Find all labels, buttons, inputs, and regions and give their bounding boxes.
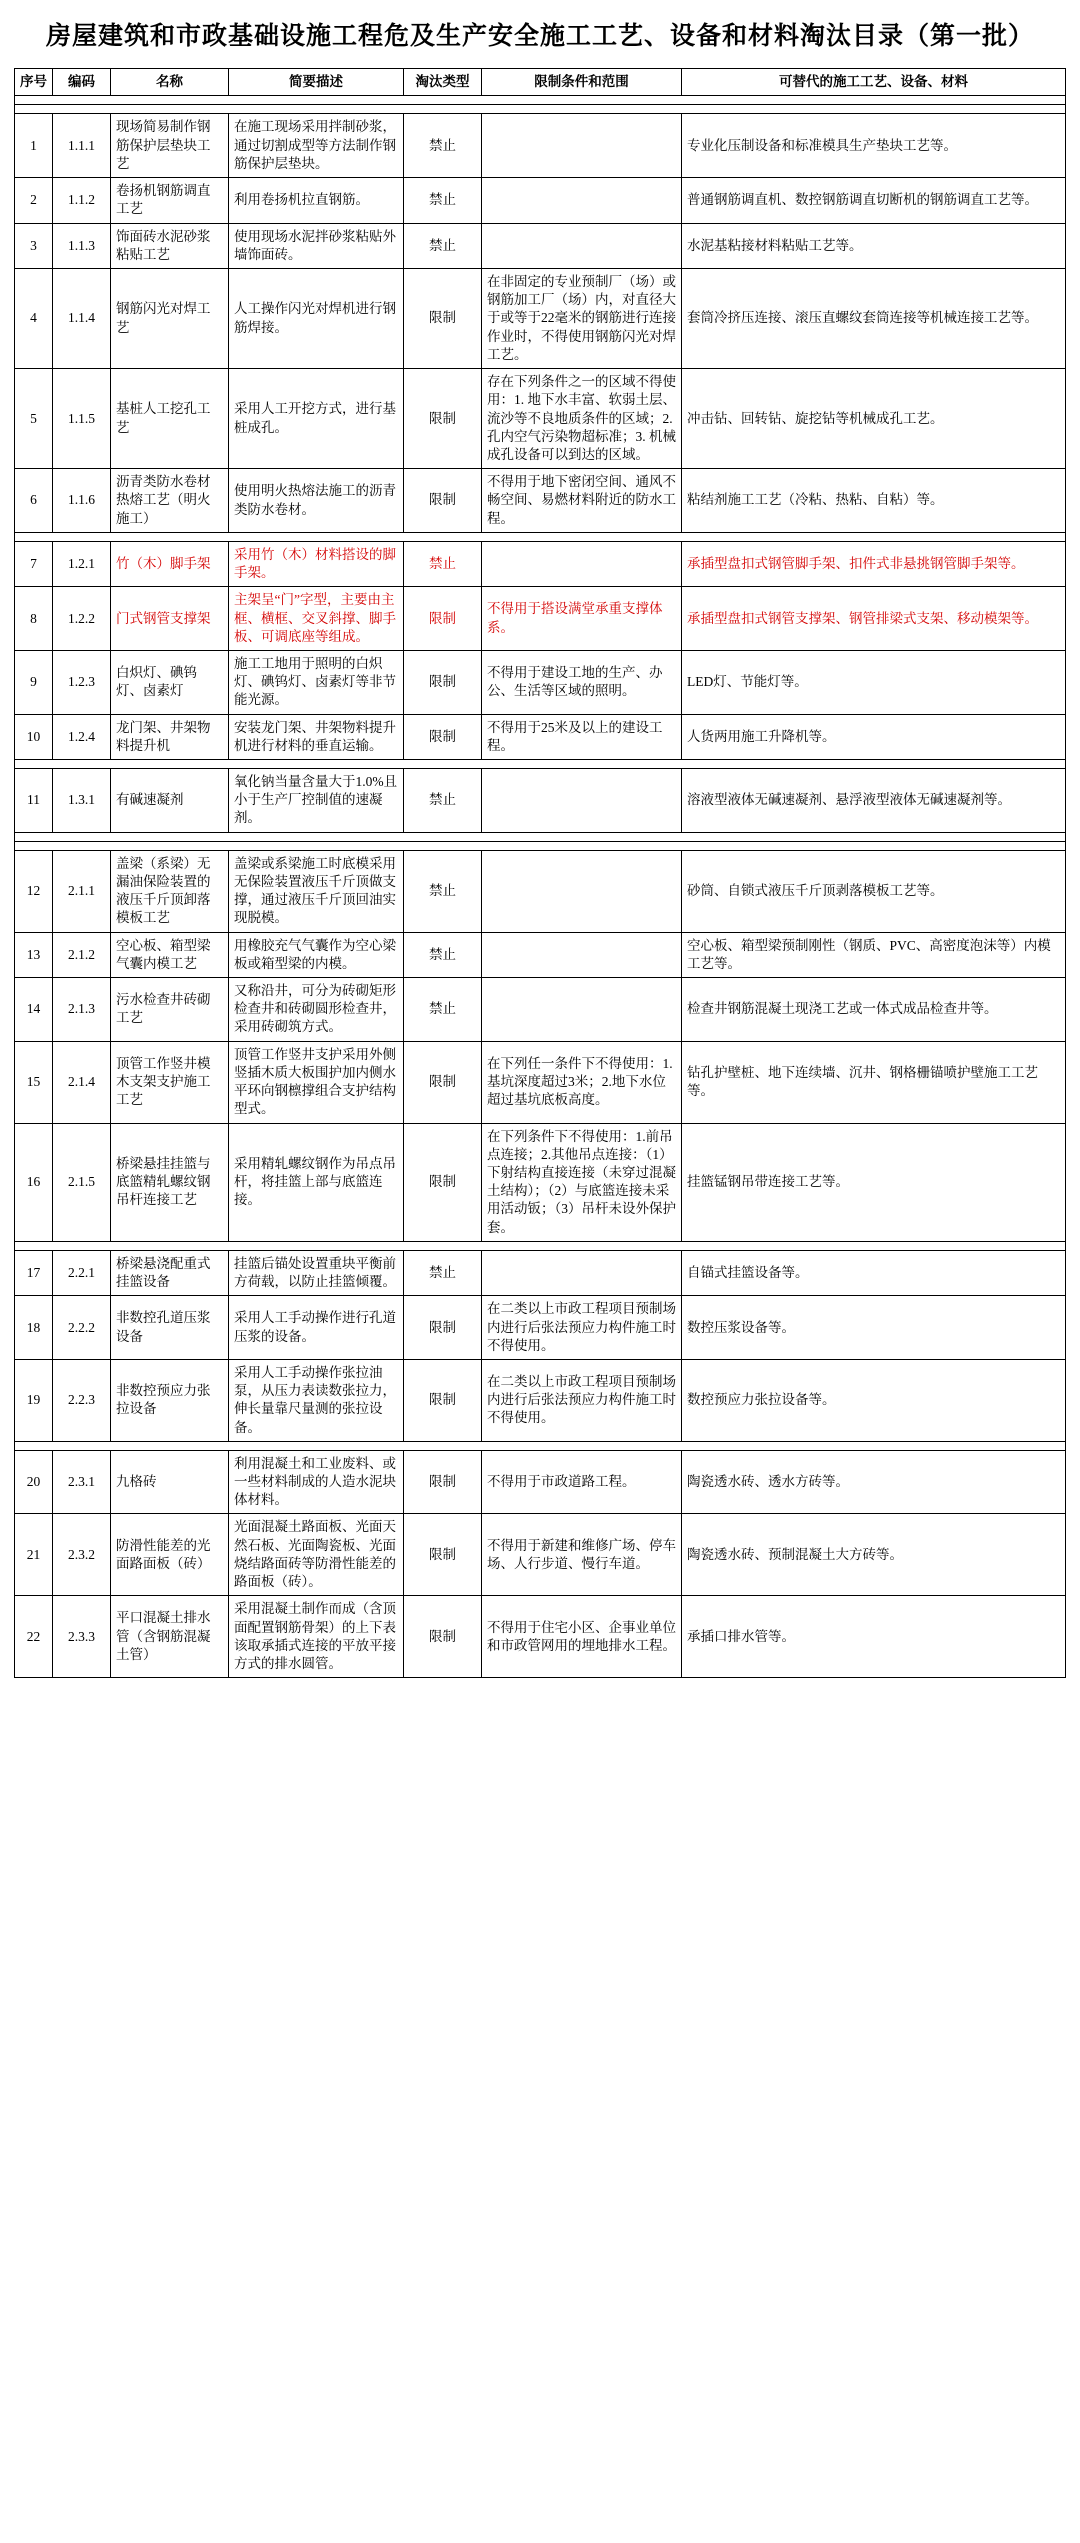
cell-description: 利用卷扬机拉直钢筋。 [229,178,404,223]
cell-description: 利用混凝土和工业废料、或一些材料制成的人造水泥块体材料。 [229,1450,404,1514]
cell-name: 桥梁悬浇配重式挂篮设备 [111,1250,229,1295]
cell-alternative: 空心板、箱型梁预制刚性（钢质、PVC、高密度泡沫等）内模工艺等。 [682,932,1066,977]
col-scope: 限制条件和范围 [482,69,682,96]
cell-alternative: 套筒冷挤压连接、滚压直螺纹套筒连接等机械连接工艺等。 [682,269,1066,369]
cell-alternative: 陶瓷透水砖、预制混凝土大方砖等。 [682,1514,1066,1596]
cell-index: 5 [15,369,53,469]
cell-code: 2.2.1 [53,1250,111,1295]
cell-type: 限制 [404,1450,482,1514]
table-row [15,178,1066,223]
cell-description: 安装龙门架、井架物料提升机进行材料的垂直运输。 [229,714,404,759]
cell-name: 顶管工作竖井模木支架支护施工工艺 [111,1041,229,1123]
cell-description: 采用混凝土制作而成（含顶面配置钢筋骨架）的上下表该取承插式连接的平放平接方式的排水圆管。 [229,1596,404,1678]
cell-index: 4 [15,269,53,369]
cell-name: 平口混凝土排水管（含钢筋混凝土管） [111,1596,229,1678]
cell-alternative: 数控预应力张拉设备等。 [682,1359,1066,1441]
cell-name: 空心板、箱型梁气囊内模工艺 [111,932,229,977]
cell-name: 钢筋闪光对焊工艺 [111,269,229,369]
subsection-header-row [15,532,1066,541]
table-row [15,650,1066,714]
cell-code: 1.1.5 [53,369,111,469]
cell-alternative: 普通钢筋调直机、数控钢筋调直切断机的钢筋调直工艺等。 [682,178,1066,223]
cell-scope [482,114,682,178]
subsection-header-row [15,841,1066,850]
cell-type: 限制 [404,1596,482,1678]
cell-index: 19 [15,1359,53,1441]
cell-index: 13 [15,932,53,977]
cell-type: 禁止 [404,769,482,833]
cell-scope: 不得用于地下密闭空间、通风不畅空间、易燃材料附近的防水工程。 [482,469,682,533]
table-row [15,587,1066,651]
col-code: 编码 [53,69,111,96]
cell-type: 限制 [404,1514,482,1596]
cell-alternative: 承插口排水管等。 [682,1596,1066,1678]
cell-index: 21 [15,1514,53,1596]
cell-alternative: 承插型盘扣式钢管脚手架、扣件式非悬挑钢管脚手架等。 [682,541,1066,586]
cell-alternative: LED灯、节能灯等。 [682,650,1066,714]
cell-name: 龙门架、井架物料提升机 [111,714,229,759]
cell-description: 盖梁或系梁施工时底模采用无保险装置液压千斤顶做支撑，通过液压千斤顶回油实现脱模。 [229,850,404,932]
cell-scope: 在非固定的专业预制厂（场）或钢筋加工厂（场）内，对直径大于或等于22毫米的钢筋进行连接作业时，不得使用钢筋闪光对焊工艺。 [482,269,682,369]
cell-index: 6 [15,469,53,533]
table-row [15,769,1066,833]
cell-description: 采用竹（木）材料搭设的脚手架。 [229,541,404,586]
cell-name: 卷扬机钢筋调直工艺 [111,178,229,223]
table-body [15,96,1066,1678]
subsection-title [15,532,1066,541]
table-row [15,1296,1066,1360]
table-row [15,978,1066,1042]
cell-description: 又称沿井，可分为砖砌矩形检查井和砖砌圆形检查井，采用砖砌筑方式。 [229,978,404,1042]
table-row [15,1596,1066,1678]
cell-description: 顶管工作竖井支护采用外侧竖插木质大板围护加内侧水平环向钢檩撑组合支护结构型式。 [229,1041,404,1123]
cell-index: 8 [15,587,53,651]
table-row [15,269,1066,369]
cell-type: 禁止 [404,114,482,178]
subsection-title [15,760,1066,769]
cell-name: 污水检查井砖砌工艺 [111,978,229,1042]
cell-description: 施工工地用于照明的白炽灯、碘钨灯、卤素灯等非节能光源。 [229,650,404,714]
cell-type: 禁止 [404,1250,482,1295]
cell-description: 氧化钠当量含量大于1.0%且小于生产厂控制值的速凝剂。 [229,769,404,833]
table-row [15,850,1066,932]
cell-index: 1 [15,114,53,178]
cell-scope: 不得用于建设工地的生产、办公、生活等区域的照明。 [482,650,682,714]
cell-type: 限制 [404,1041,482,1123]
cell-scope [482,850,682,932]
table-row [15,1450,1066,1514]
cell-name: 九格砖 [111,1450,229,1514]
cell-type: 限制 [404,587,482,651]
section-title [15,96,1066,105]
cell-scope [482,769,682,833]
cell-code: 1.2.3 [53,650,111,714]
cell-code: 2.3.3 [53,1596,111,1678]
cell-index: 14 [15,978,53,1042]
cell-scope: 不得用于搭设满堂承重支撑体系。 [482,587,682,651]
cell-type: 限制 [404,1296,482,1360]
cell-name: 基桩人工挖孔工艺 [111,369,229,469]
table-row [15,223,1066,268]
cell-type: 限制 [404,1359,482,1441]
table-row [15,469,1066,533]
cell-name: 白炽灯、碘钨灯、卤素灯 [111,650,229,714]
section-header-row [15,832,1066,841]
cell-code: 1.1.3 [53,223,111,268]
cell-code: 1.2.1 [53,541,111,586]
subsection-title [15,1441,1066,1450]
cell-description: 采用人工手动操作张拉油泵，从压力表读数张拉力，伸长量靠尺量测的张拉设备。 [229,1359,404,1441]
col-name: 名称 [111,69,229,96]
cell-type: 禁止 [404,178,482,223]
cell-index: 15 [15,1041,53,1123]
table-row [15,714,1066,759]
cell-type: 限制 [404,469,482,533]
cell-code: 1.1.2 [53,178,111,223]
table-row [15,541,1066,586]
cell-alternative: 数控压浆设备等。 [682,1296,1066,1360]
table-row [15,1514,1066,1596]
cell-scope: 不得用于市政道路工程。 [482,1450,682,1514]
subsection-title [15,841,1066,850]
cell-name: 有碱速凝剂 [111,769,229,833]
cell-type: 限制 [404,1123,482,1241]
cell-type: 禁止 [404,978,482,1042]
cell-alternative: 水泥基粘接材料粘贴工艺等。 [682,223,1066,268]
table-row [15,1359,1066,1441]
cell-alternative: 承插型盘扣式钢管支撑架、钢管排梁式支架、移动模架等。 [682,587,1066,651]
cell-code: 1.1.1 [53,114,111,178]
cell-alternative: 陶瓷透水砖、透水方砖等。 [682,1450,1066,1514]
cell-code: 2.2.2 [53,1296,111,1360]
table-row [15,1250,1066,1295]
cell-alternative: 检查井钢筋混凝土现浇工艺或一体式成品检查井等。 [682,978,1066,1042]
cell-description: 采用精轧螺纹钢作为吊点吊杆，将挂篮上部与底篮连接。 [229,1123,404,1241]
cell-code: 2.3.1 [53,1450,111,1514]
cell-code: 2.1.1 [53,850,111,932]
cell-index: 22 [15,1596,53,1678]
cell-alternative: 挂篮锰钢吊带连接工艺等。 [682,1123,1066,1241]
cell-description: 采用人工开挖方式，进行基桩成孔。 [229,369,404,469]
cell-alternative: 钻孔护壁桩、地下连续墙、沉井、钢格栅锚喷护壁施工工艺等。 [682,1041,1066,1123]
cell-alternative: 人货两用施工升降机等。 [682,714,1066,759]
cell-alternative: 自锚式挂篮设备等。 [682,1250,1066,1295]
cell-index: 18 [15,1296,53,1360]
cell-code: 2.3.2 [53,1514,111,1596]
col-description: 简要描述 [229,69,404,96]
table-header [15,69,1066,96]
cell-scope: 在二类以上市政工程项目预制场内进行后张法预应力构件施工时不得使用。 [482,1296,682,1360]
cell-scope: 不得用于新建和维修广场、停车场、人行步道、慢行车道。 [482,1514,682,1596]
cell-name: 竹（木）脚手架 [111,541,229,586]
cell-name: 门式钢管支撑架 [111,587,229,651]
cell-description: 主架呈“门”字型，主要由主框、横框、交叉斜撑、脚手板、可调底座等组成。 [229,587,404,651]
table-row [15,369,1066,469]
table-row [15,1123,1066,1241]
section-title [15,832,1066,841]
cell-code: 2.2.3 [53,1359,111,1441]
cell-index: 12 [15,850,53,932]
cell-description: 使用现场水泥拌砂浆粘贴外墙饰面砖。 [229,223,404,268]
cell-name: 防滑性能差的光面路面板（砖） [111,1514,229,1596]
cell-code: 2.1.4 [53,1041,111,1123]
cell-code: 2.1.3 [53,978,111,1042]
table-row [15,932,1066,977]
cell-index: 9 [15,650,53,714]
cell-index: 17 [15,1250,53,1295]
cell-description: 在施工现场采用拌制砂浆，通过切割成型等方法制作钢筋保护层垫块。 [229,114,404,178]
cell-scope: 在二类以上市政工程项目预制场内进行后张法预应力构件施工时不得使用。 [482,1359,682,1441]
cell-scope: 在下列条件下不得使用：1.前吊点连接；2.其他吊点连接：（1）下射结构直接连接（未穿过混凝土结构）；（2）与底篮连接未采用活动钣；（3）吊杆未设外保护套。 [482,1123,682,1241]
cell-index: 10 [15,714,53,759]
cell-code: 1.2.2 [53,587,111,651]
col-index: 序号 [15,69,53,96]
subsection-header-row [15,105,1066,114]
cell-type: 限制 [404,269,482,369]
cell-alternative: 粘结剂施工工艺（冷粘、热粘、自粘）等。 [682,469,1066,533]
cell-type: 禁止 [404,541,482,586]
page-title: 房屋建筑和市政基础设施工程危及生产安全施工工艺、设备和材料淘汰目录（第一批） [45,22,1034,50]
cell-index: 7 [15,541,53,586]
cell-name: 盖梁（系梁）无漏油保险装置的液压千斤顶卸落模板工艺 [111,850,229,932]
cell-index: 20 [15,1450,53,1514]
cell-description: 使用明火热熔法施工的沥青类防水卷材。 [229,469,404,533]
cell-code: 2.1.2 [53,932,111,977]
cell-type: 限制 [404,650,482,714]
cell-code: 1.1.4 [53,269,111,369]
cell-scope [482,541,682,586]
cell-scope: 不得用于住宅小区、企事业单位和市政管网用的埋地排水工程。 [482,1596,682,1678]
cell-alternative: 冲击钻、回转钻、旋挖钻等机械成孔工艺。 [682,369,1066,469]
cell-description: 光面混凝土路面板、光面天然石板、光面陶瓷板、光面烧结路面砖等防滑性能差的路面板（砖）。 [229,1514,404,1596]
cell-type: 限制 [404,714,482,759]
cell-scope [482,978,682,1042]
header-row [15,69,1066,96]
cell-scope: 在下列任一条件下不得使用：1.基坑深度超过3米；2.地下水位超过基坑底板高度。 [482,1041,682,1123]
cell-name: 沥青类防水卷材热熔工艺（明火施工） [111,469,229,533]
table-row [15,114,1066,178]
cell-index: 11 [15,769,53,833]
cell-index: 3 [15,223,53,268]
cell-code: 2.1.5 [53,1123,111,1241]
cell-scope: 存在下列条件之一的区域不得使用：1. 地下水丰富、软弱土层、流沙等不良地质条件的区域；2. 孔内空气污染物超标准；3. 机械成孔设备可以到达的区域。 [482,369,682,469]
cell-code: 1.1.6 [53,469,111,533]
cell-description: 用橡胶充气气囊作为空心梁板或箱型梁的内模。 [229,932,404,977]
cell-alternative: 专业化压制设备和标准模具生产垫块工艺等。 [682,114,1066,178]
subsection-header-row [15,760,1066,769]
cell-scope [482,932,682,977]
cell-index: 16 [15,1123,53,1241]
cell-scope [482,178,682,223]
subsection-title [15,1241,1066,1250]
cell-alternative: 砂筒、自锁式液压千斤顶剥落模板工艺等。 [682,850,1066,932]
cell-description: 挂篮后锚处设置重块平衡前方荷载，以防止挂篮倾覆。 [229,1250,404,1295]
cell-type: 禁止 [404,850,482,932]
cell-scope: 不得用于25米及以上的建设工程。 [482,714,682,759]
obsolete-catalog-table [14,68,1066,1678]
col-alternative: 可替代的施工工艺、设备、材料 [682,69,1066,96]
cell-name: 现场简易制作钢筋保护层垫块工艺 [111,114,229,178]
cell-description: 人工操作闪光对焊机进行钢筋焊接。 [229,269,404,369]
section-header-row [15,96,1066,105]
cell-scope [482,1250,682,1295]
cell-type: 禁止 [404,932,482,977]
cell-name: 桥梁悬挂挂篮与底篮精轧螺纹钢吊杆连接工艺 [111,1123,229,1241]
cell-type: 限制 [404,369,482,469]
subsection-header-row [15,1441,1066,1450]
cell-index: 2 [15,178,53,223]
cell-description: 采用人工手动操作进行孔道压浆的设备。 [229,1296,404,1360]
cell-name: 饰面砖水泥砂浆粘贴工艺 [111,223,229,268]
cell-scope [482,223,682,268]
table-row [15,1041,1066,1123]
cell-code: 1.3.1 [53,769,111,833]
cell-name: 非数控预应力张拉设备 [111,1359,229,1441]
cell-name: 非数控孔道压浆设备 [111,1296,229,1360]
col-type: 淘汰类型 [404,69,482,96]
cell-alternative: 溶液型液体无碱速凝剂、悬浮液型液体无碱速凝剂等。 [682,769,1066,833]
subsection-header-row [15,1241,1066,1250]
cell-code: 1.2.4 [53,714,111,759]
cell-type: 禁止 [404,223,482,268]
subsection-title [15,105,1066,114]
